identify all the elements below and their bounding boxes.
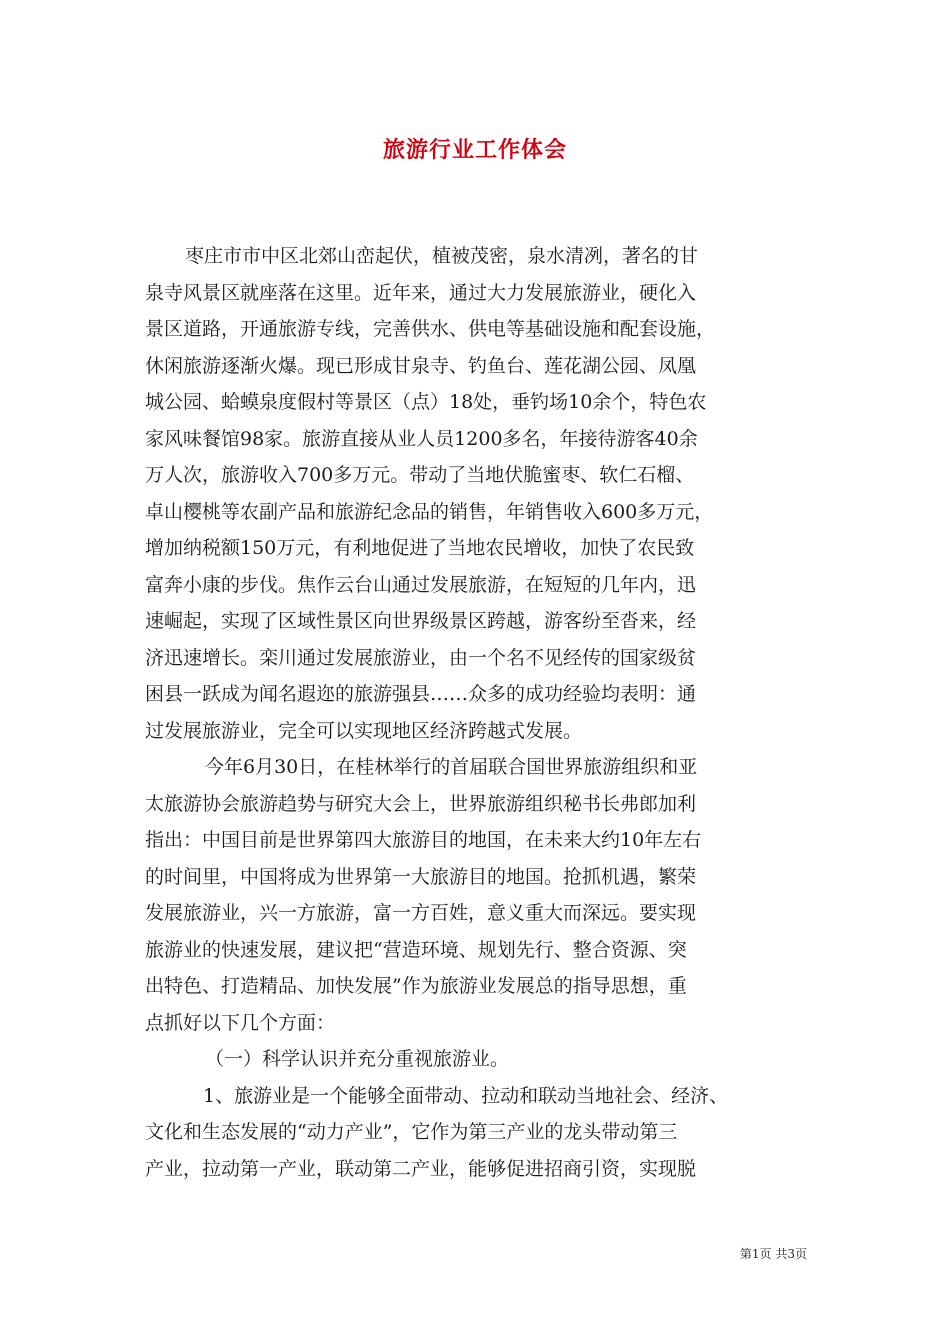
paragraph-1-line: 困县一跃成为闻名遐迩的旅游强县……众多的成功经验均表明：通: [145, 683, 697, 705]
paragraph-2-line: 指出：中国目前是世界第四大旅游目的地国，在未来大约10年左右: [145, 829, 702, 851]
paragraph-1-line: 泉寺风景区就座落在这里。近年来，通过大力发展旅游业，硬化入: [145, 281, 697, 304]
paragraph-1-line: 济迅速增长。栾川通过发展旅游业，由一个名不见经传的国家级贫: [145, 646, 697, 669]
paragraph-3-line: 1、旅游业是一个能够全面带动、拉动和联动当地社会、经济、: [203, 1084, 729, 1107]
paragraph-2-line: 今年6月30日，在桂林举行的首届联合国世界旅游组织和亚: [205, 756, 698, 778]
document-title: 旅游行业工作体会: [382, 137, 567, 163]
paragraph-3-line: 产业，拉动第一产业，联动第二产业，能够促进招商引资，实现脱: [145, 1157, 697, 1180]
paragraph-1-line: 休闲旅游逐渐火爆。现已形成甘泉寺、钓鱼台、莲花湖公园、凤凰: [145, 354, 697, 377]
paragraph-2-line: 太旅游协会旅游趋势与研究大会上，世界旅游组织秘书长弗郎加利: [145, 792, 697, 815]
paragraph-1-line: 家风味餐馆98家。旅游直接从业人员1200多名，年接待游客40余: [145, 427, 698, 450]
paragraph-1-line: 富奔小康的步伐。焦作云台山通过发展旅游，在短短的几年内，迅: [145, 573, 697, 596]
paragraph-1-line: 城公园、蛤蟆泉度假村等景区（点）18处，垂钓场10余个，特色农: [145, 391, 707, 413]
paragraph-2-line: 的时间里，中国将成为世界第一大旅游目的地国。抢抓机遇，繁荣: [145, 865, 697, 888]
page-number-footer: 第1页 共3页: [739, 1247, 807, 1261]
paragraph-1-line: 卓山樱桃等农副产品和旅游纪念品的销售，年销售收入600多万元，: [145, 500, 714, 523]
paragraph-1-line: 速崛起，实现了区域性景区向世界级景区跨越，游客纷至沓来，经: [145, 610, 697, 632]
paragraph-1-line: 景区道路，开通旅游专线，完善供水、供电等基础设施和配套设施，: [145, 318, 716, 340]
paragraph-2-line: 出特色、打造精品、加快发展”作为旅游业发展总的指导思想，重: [145, 975, 687, 997]
paragraph-3-line: 文化和生态发展的“动力产业”，它作为第三产业的龙头带动第三: [145, 1121, 678, 1143]
paragraph-2-line: 点抓好以下几个方面：: [145, 1011, 336, 1034]
paragraph-1-line: 万人次，旅游收入700多万元。带动了当地伏脆蜜枣、软仁石榴、: [145, 464, 695, 486]
paragraph-1-line: 增加纳税额150万元，有利地促进了当地农民增收，加快了农民致: [145, 537, 695, 559]
paragraph-2-line: 旅游业的快速发展，建议把“营造环境、规划先行、整合资源、突: [145, 938, 687, 961]
paragraph-2-line: 发展旅游业，兴一方旅游，富一方百姓，意义重大而深远。要实现: [145, 902, 697, 924]
paragraph-1-line: 枣庄市市中区北郊山峦起伏，植被茂密，泉水清冽，著名的甘: [185, 245, 699, 267]
section-heading: （一）科学认识并充分重视旅游业。: [205, 1048, 510, 1070]
paragraph-1-line: 过发展旅游业，完全可以实现地区经济跨越式发展。: [145, 719, 583, 742]
document-body: [145, 238, 815, 1187]
